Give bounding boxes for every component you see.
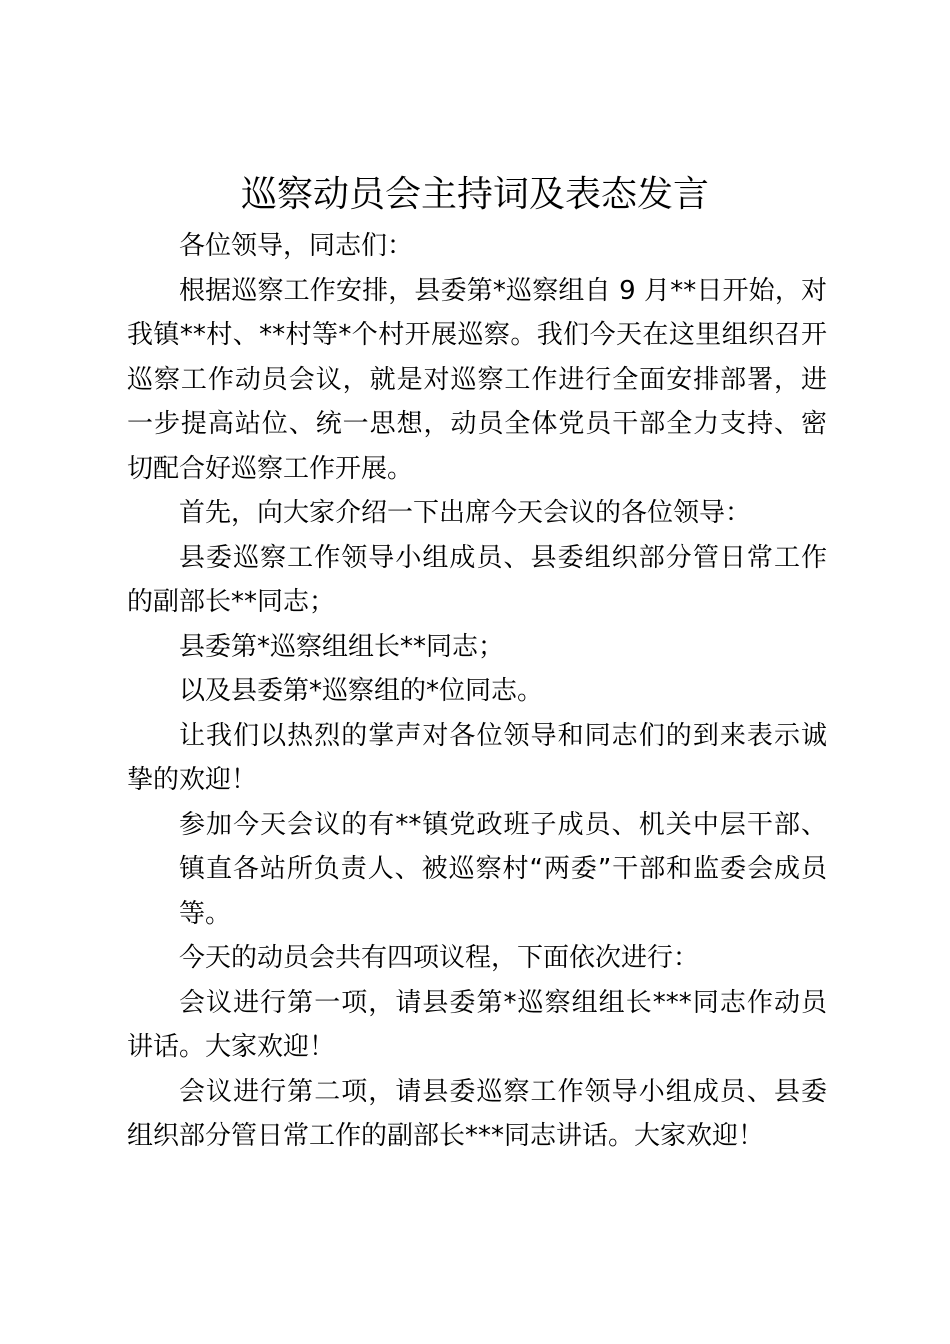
paragraph-leaders-intro: 首先，向大家介绍一下出席今天会议的各位领导：	[179, 498, 752, 528]
document-body	[127, 224, 827, 1159]
document-title: 巡察动员会主持词及表态发言	[240, 174, 709, 215]
paragraph-salutation: 各位领导，同志们：	[179, 231, 414, 261]
paragraph-leader-2: 县委第*巡察组组长**同志；	[179, 631, 505, 662]
paragraph-leader-3: 以及县委第*巡察组的*位同志。	[179, 676, 544, 706]
paragraph-agenda: 今天的动员会共有四项议程，下面依次进行：	[179, 943, 700, 973]
paragraph-item-2: 会议进行第二项，请县委巡察工作领导小组成员、县委组织部分管日常工作的副部长***同志讲话。大家欢迎！	[127, 1076, 827, 1151]
paragraph-intro: 根据巡察工作安排，县委第*巡察组自 9 月**日开始，对我镇**村、**村等*个村开展巡察。我们今天在这里组织召开巡察工作动员会议，就是对巡察工作进行全面安排部署，进一步提高站位、统一思想，动员全体党员干部全力支持、密切配合好巡察工作开展。	[127, 275, 827, 484]
paragraph-leader-1: 县委巡察工作领导小组成员、县委组织部分管日常工作的副部长**同志；	[127, 542, 827, 617]
paragraph-welcome: 让我们以热烈的掌声对各位领导和同志们的到来表示诚挚的欢迎！	[127, 720, 827, 795]
paragraph-attendees: 参加今天会议的有**镇党政班子成员、机关中层干部、镇直各站所负责人、被巡察村“两委”干部和监委会成员等。	[179, 809, 827, 929]
paragraph-item-1: 会议进行第一项，请县委第*巡察组组长***同志作动员讲话。大家欢迎！	[127, 987, 827, 1062]
